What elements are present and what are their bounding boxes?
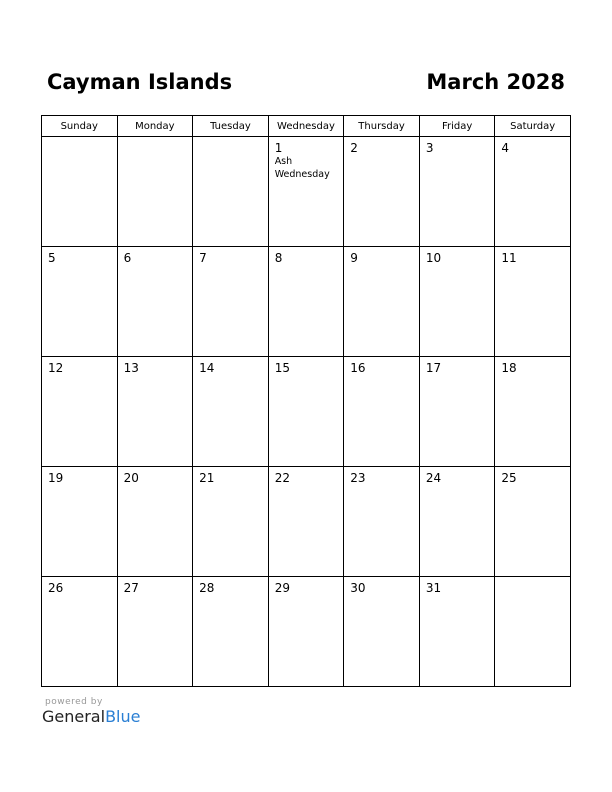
day-number: 25: [501, 471, 517, 485]
day-cell: [42, 137, 118, 247]
week-row: [42, 357, 571, 467]
day-cell: [419, 467, 495, 577]
day-number: 9: [350, 251, 358, 265]
day-cell: [193, 247, 269, 357]
powered-by-label: powered by: [45, 697, 103, 707]
day-cell: [419, 247, 495, 357]
day-number: 14: [199, 361, 215, 375]
day-number: 5: [48, 251, 56, 265]
weekday-monday: Monday: [117, 116, 193, 137]
day-cell: [495, 137, 571, 247]
day-cell: [268, 247, 344, 357]
weekday-thursday: Thursday: [344, 116, 420, 137]
weekday-header-row: [42, 116, 571, 137]
day-cell: [495, 357, 571, 467]
day-number: 31: [425, 581, 442, 595]
country-title: Cayman Islands: [47, 70, 233, 94]
day-cell: [344, 577, 420, 687]
day-cell: [495, 577, 571, 687]
day-cell: [193, 357, 269, 467]
week-row: [42, 577, 571, 687]
day-number: 27: [123, 581, 139, 595]
day-cell: [117, 577, 193, 687]
day-number: 12: [48, 361, 64, 375]
day-number: 2: [350, 141, 358, 155]
day-cell: [193, 467, 269, 577]
day-number: 26: [48, 581, 64, 595]
day-number: 30: [350, 581, 366, 595]
day-cell: [268, 137, 344, 247]
day-number: 13: [123, 361, 139, 375]
day-number: 29: [274, 581, 290, 595]
day-cell: [344, 467, 420, 577]
day-cell: [117, 467, 193, 577]
day-cell: [268, 357, 344, 467]
day-cell: [42, 357, 118, 467]
day-number: 18: [501, 361, 517, 375]
day-number: 8: [274, 251, 283, 265]
weekday-friday: Friday: [419, 116, 495, 137]
day-number: 3: [425, 141, 434, 155]
day-cell: [419, 357, 495, 467]
day-number: 11: [501, 251, 517, 265]
day-cell: [495, 247, 571, 357]
day-cell: [419, 577, 495, 687]
day-number: 1: [274, 141, 283, 155]
day-number: 6: [123, 251, 132, 265]
day-cell: [268, 577, 344, 687]
day-number: 24: [425, 471, 442, 485]
day-cell: [344, 137, 420, 247]
day-cell: [495, 467, 571, 577]
brand-wordmark: [42, 707, 140, 726]
day-cell: [344, 357, 420, 467]
day-number: 4: [501, 141, 510, 155]
day-cell: [193, 577, 269, 687]
day-cell: [42, 247, 118, 357]
day-number: 7: [199, 251, 207, 265]
weekday-wednesday: Wednesday: [268, 116, 344, 137]
day-number: 16: [350, 361, 366, 375]
generalblue-logo[interactable]: [42, 697, 140, 726]
week-row: [42, 247, 571, 357]
day-cell: [344, 247, 420, 357]
brand-general-text: General: [42, 707, 106, 726]
calendar-grid: [41, 115, 571, 687]
weekday-saturday: Saturday: [495, 116, 571, 137]
day-number: 22: [274, 471, 290, 485]
month-year-title: March 2028: [426, 70, 565, 94]
day-number: 15: [274, 361, 290, 375]
day-number: 19: [48, 471, 64, 485]
day-number: 20: [123, 471, 139, 485]
day-number: 10: [425, 251, 442, 265]
day-number: 23: [350, 471, 366, 485]
brand-blue-text: Blue: [105, 707, 141, 726]
week-row: [42, 467, 571, 577]
day-cell: [419, 137, 495, 247]
day-number: 17: [425, 361, 442, 375]
day-cell: [42, 467, 118, 577]
calendar-header: [41, 70, 571, 100]
day-cell: [193, 137, 269, 247]
day-cell: [117, 357, 193, 467]
day-cell: [42, 577, 118, 687]
day-cell: [117, 137, 193, 247]
day-number: 21: [199, 471, 215, 485]
day-cell: [117, 247, 193, 357]
weekday-tuesday: Tuesday: [193, 116, 269, 137]
weekday-sunday: Sunday: [42, 116, 118, 137]
week-row: [42, 137, 571, 247]
day-cell: [268, 467, 344, 577]
day-number: 28: [199, 581, 215, 595]
holiday-label: Ash Wednesday: [274, 156, 330, 180]
